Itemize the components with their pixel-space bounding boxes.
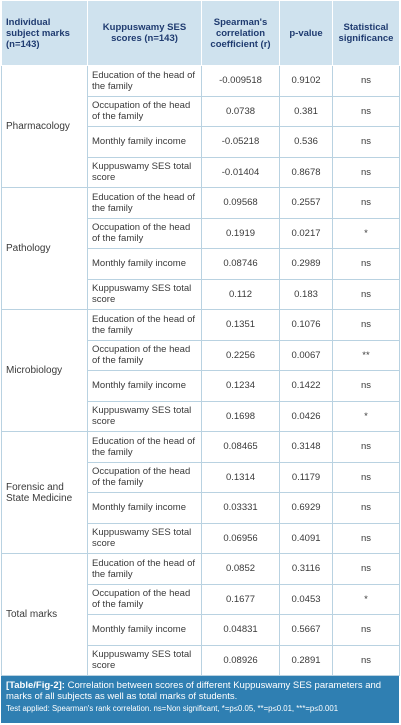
p-cell: 0.5667 (280, 615, 333, 646)
p-cell: 0.381 (280, 96, 333, 127)
table-body (2, 66, 400, 676)
p-cell: 0.2989 (280, 249, 333, 280)
table-row (2, 188, 400, 219)
sig-cell: ns (333, 371, 400, 402)
header-subject: Individual subject marks (n=143) (2, 1, 88, 66)
ses-param-cell: Monthly family income (88, 371, 202, 402)
p-cell: 0.9102 (280, 66, 333, 97)
r-cell: 0.1677 (202, 584, 280, 615)
r-cell: 0.1314 (202, 462, 280, 493)
r-cell: 0.08746 (202, 249, 280, 280)
ses-param-cell: Kuppuswamy SES total score (88, 523, 202, 554)
correlation-table (1, 0, 400, 676)
p-cell: 0.2891 (280, 645, 333, 676)
ses-param-cell: Education of the head of the family (88, 554, 202, 585)
r-cell: 0.1919 (202, 218, 280, 249)
sig-cell: * (333, 401, 400, 432)
table-figure (1, 0, 399, 723)
sig-cell: ns (333, 127, 400, 158)
header-p: p-value (280, 1, 333, 66)
sig-cell: ns (333, 615, 400, 646)
table-row (2, 432, 400, 463)
r-cell: 0.08465 (202, 432, 280, 463)
r-cell: 0.1351 (202, 310, 280, 341)
sig-cell: ns (333, 66, 400, 97)
caption-label: [Table/Fig-2]: (6, 680, 65, 691)
table-row (2, 66, 400, 97)
sig-cell: ns (333, 157, 400, 188)
caption-main (6, 680, 394, 702)
sig-cell: ns (333, 188, 400, 219)
sig-cell: ns (333, 462, 400, 493)
r-cell: 0.04831 (202, 615, 280, 646)
p-cell: 0.3116 (280, 554, 333, 585)
r-cell: 0.112 (202, 279, 280, 310)
r-cell: 0.06956 (202, 523, 280, 554)
p-cell: 0.4091 (280, 523, 333, 554)
r-cell: 0.2256 (202, 340, 280, 371)
subject-cell: Pathology (2, 188, 88, 310)
ses-param-cell: Kuppuswamy SES total score (88, 157, 202, 188)
ses-param-cell: Education of the head of the family (88, 66, 202, 97)
sig-cell: ns (333, 523, 400, 554)
sig-cell: ns (333, 96, 400, 127)
r-cell: 0.08926 (202, 645, 280, 676)
ses-param-cell: Education of the head of the family (88, 310, 202, 341)
p-cell: 0.1179 (280, 462, 333, 493)
sig-cell: ** (333, 340, 400, 371)
ses-param-cell: Occupation of the head of the family (88, 462, 202, 493)
header-ses: Kuppuswamy SES scores (n=143) (88, 1, 202, 66)
ses-param-cell: Kuppuswamy SES total score (88, 645, 202, 676)
table-caption (1, 676, 399, 723)
sig-cell: ns (333, 249, 400, 280)
sig-cell: ns (333, 493, 400, 524)
p-cell: 0.183 (280, 279, 333, 310)
ses-param-cell: Education of the head of the family (88, 188, 202, 219)
sig-cell: ns (333, 432, 400, 463)
ses-param-cell: Occupation of the head of the family (88, 96, 202, 127)
r-cell: -0.05218 (202, 127, 280, 158)
ses-param-cell: Occupation of the head of the family (88, 218, 202, 249)
p-cell: 0.6929 (280, 493, 333, 524)
header-significance: Statistical significance (333, 1, 400, 66)
subject-cell: Pharmacology (2, 66, 88, 188)
sig-cell: ns (333, 645, 400, 676)
r-cell: 0.0738 (202, 96, 280, 127)
subject-cell: Microbiology (2, 310, 88, 432)
ses-param-cell: Occupation of the head of the family (88, 584, 202, 615)
sig-cell: ns (333, 554, 400, 585)
subject-cell: Total marks (2, 554, 88, 676)
ses-param-cell: Monthly family income (88, 127, 202, 158)
sig-cell: * (333, 218, 400, 249)
caption-note: Test applied: Spearman's rank correlation. ns=Non significant, *=p≤0.05, **=p≤0.01, ***=p≤0.001 (6, 704, 339, 713)
r-cell: 0.1234 (202, 371, 280, 402)
p-cell: 0.2557 (280, 188, 333, 219)
p-cell: 0.0453 (280, 584, 333, 615)
p-cell: 0.0067 (280, 340, 333, 371)
table-row (2, 554, 400, 585)
ses-param-cell: Education of the head of the family (88, 432, 202, 463)
r-cell: 0.1698 (202, 401, 280, 432)
header-r: Spearman's correlation coefficient (r) (202, 1, 280, 66)
p-cell: 0.8678 (280, 157, 333, 188)
p-cell: 0.1076 (280, 310, 333, 341)
r-cell: 0.09568 (202, 188, 280, 219)
ses-param-cell: Kuppuswamy SES total score (88, 401, 202, 432)
ses-param-cell: Kuppuswamy SES total score (88, 279, 202, 310)
p-cell: 0.1422 (280, 371, 333, 402)
subject-cell: Forensic and State Medicine (2, 432, 88, 554)
header-row (2, 1, 400, 66)
table-row (2, 310, 400, 341)
ses-param-cell: Occupation of the head of the family (88, 340, 202, 371)
r-cell: -0.01404 (202, 157, 280, 188)
p-cell: 0.0426 (280, 401, 333, 432)
r-cell: 0.03331 (202, 493, 280, 524)
sig-cell: ns (333, 279, 400, 310)
p-cell: 0.536 (280, 127, 333, 158)
sig-cell: ns (333, 310, 400, 341)
p-cell: 0.0217 (280, 218, 333, 249)
ses-param-cell: Monthly family income (88, 615, 202, 646)
r-cell: 0.0852 (202, 554, 280, 585)
caption-text: Correlation between scores of different Kuppuswamy SES parameters and marks of all subjects as well as total marks of students. (6, 680, 382, 702)
r-cell: -0.009518 (202, 66, 280, 97)
ses-param-cell: Monthly family income (88, 249, 202, 280)
p-cell: 0.3148 (280, 432, 333, 463)
ses-param-cell: Monthly family income (88, 493, 202, 524)
sig-cell: * (333, 584, 400, 615)
